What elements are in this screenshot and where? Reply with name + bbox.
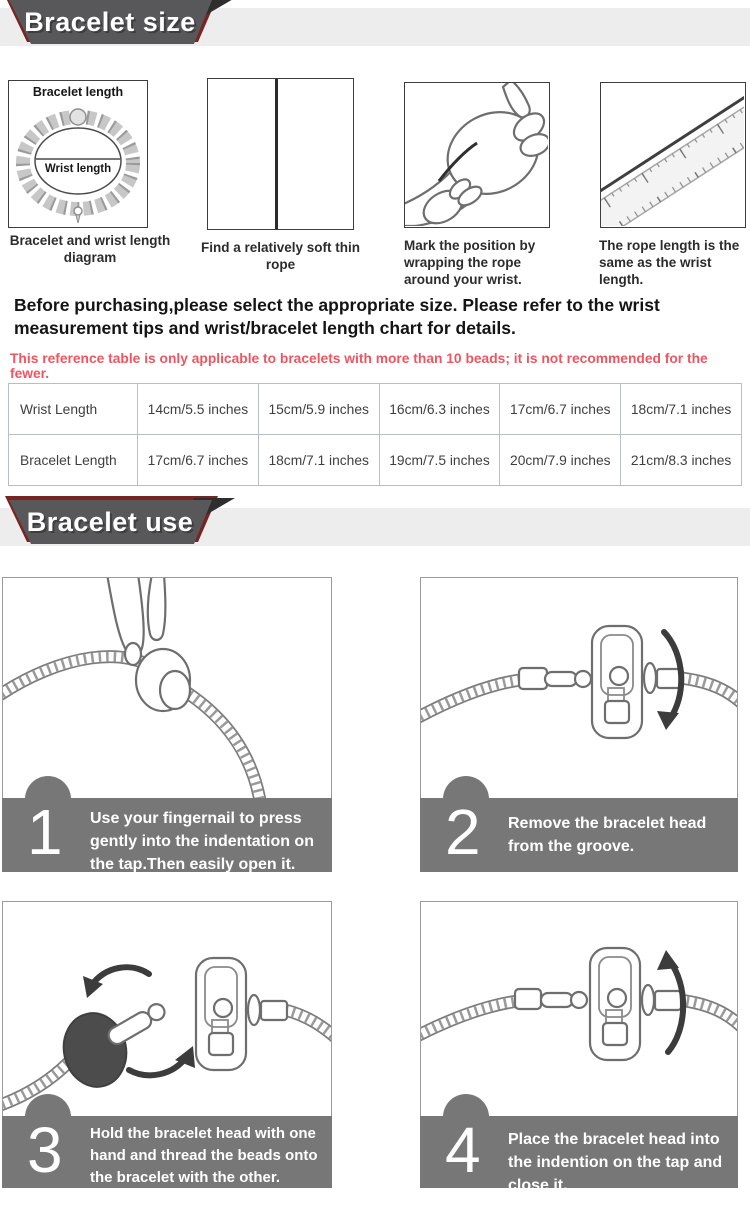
- step-text: Place the bracelet head into the indention on the tap and close it.: [508, 1131, 723, 1195]
- section-title-bracelet-use: Bracelet use: [26, 506, 194, 537]
- step-caption-diagram: Bracelet and wrist length diagram: [9, 233, 171, 265]
- use-step-panel-2: [420, 577, 738, 872]
- step-caption-rope: Find a relatively soft thin rope: [200, 240, 361, 272]
- step2-caption-bar: [420, 798, 738, 872]
- table-cell: 15cm/5.9 inches: [258, 384, 379, 435]
- step-number: 2: [445, 796, 481, 868]
- bracelet-diagram-box: [8, 80, 148, 228]
- step1-caption-bar: [2, 798, 332, 872]
- ruler-illustration: [601, 83, 744, 226]
- step3-illustration: [3, 902, 331, 1117]
- table-row: [9, 384, 742, 435]
- step4-illustration: [421, 902, 737, 1117]
- size-table: [8, 383, 742, 486]
- step-caption-wrap: Mark the position by wrapping the rope around your wrist.: [404, 238, 536, 287]
- rope-box: [207, 78, 354, 230]
- table-row: [9, 435, 742, 486]
- table-cell: 17cm/6.7 inches: [138, 435, 259, 486]
- use-step-panel-3: [2, 901, 332, 1188]
- table-cell: 21cm/8.3 inches: [621, 435, 742, 486]
- step3-caption-bar: [2, 1116, 332, 1188]
- use-step-panel-4: [420, 901, 738, 1195]
- step-number: 1: [27, 796, 63, 868]
- table-cell: 20cm/7.9 inches: [500, 435, 621, 486]
- reference-table-note: This reference table is only applicable to bracelets with more than 10 beads; it is not recommended for the fewer.: [10, 351, 708, 381]
- step-caption-ruler: The rope length is the same as the wrist length.: [599, 238, 740, 287]
- wrist-length-label: Wrist length: [44, 163, 112, 175]
- wrist-length-header: Wrist Length: [9, 384, 138, 435]
- wrist-wrap-box: [404, 82, 550, 228]
- table-cell: 17cm/6.7 inches: [500, 384, 621, 435]
- step-text: Hold the bracelet head with one hand and thread the beads onto the bracelet with the other.: [90, 1125, 318, 1186]
- step2-illustration: [421, 578, 737, 798]
- table-cell: 16cm/6.3 inches: [379, 384, 500, 435]
- step-number: 4: [445, 1114, 481, 1186]
- bracelet-use-banner: [0, 496, 250, 548]
- table-cell: 19cm/7.5 inches: [379, 435, 500, 486]
- step-number: 3: [27, 1114, 63, 1186]
- size-advice-paragraph: Before purchasing,please select the appropriate size. Please refer to the wrist measurement tips and wrist/bracelet length chart for details.: [14, 295, 660, 339]
- table-cell: 18cm/7.1 inches: [621, 384, 742, 435]
- bracelet-length-header: Bracelet Length: [9, 435, 138, 486]
- rope-illustration: [275, 79, 278, 229]
- table-cell: 14cm/5.5 inches: [138, 384, 259, 435]
- section-title-bracelet-size: Bracelet size: [24, 6, 196, 37]
- step1-illustration: [3, 578, 331, 798]
- bracelet-size-banner: [0, 0, 250, 48]
- step4-caption-bar: [420, 1114, 738, 1195]
- wrist-wrap-illustration: [405, 83, 548, 226]
- step-text: Remove the bracelet head from the groove.: [508, 815, 707, 856]
- ruler-box: [600, 82, 746, 228]
- use-step-panel-1: [2, 577, 332, 872]
- bracelet-photo-illustration: [9, 81, 147, 227]
- bracelet-length-label: Bracelet length: [32, 85, 124, 99]
- step-text: Use your fingernail to press gently into the indentation on the tap.Then easily open it.: [90, 810, 314, 874]
- table-cell: 18cm/7.1 inches: [258, 435, 379, 486]
